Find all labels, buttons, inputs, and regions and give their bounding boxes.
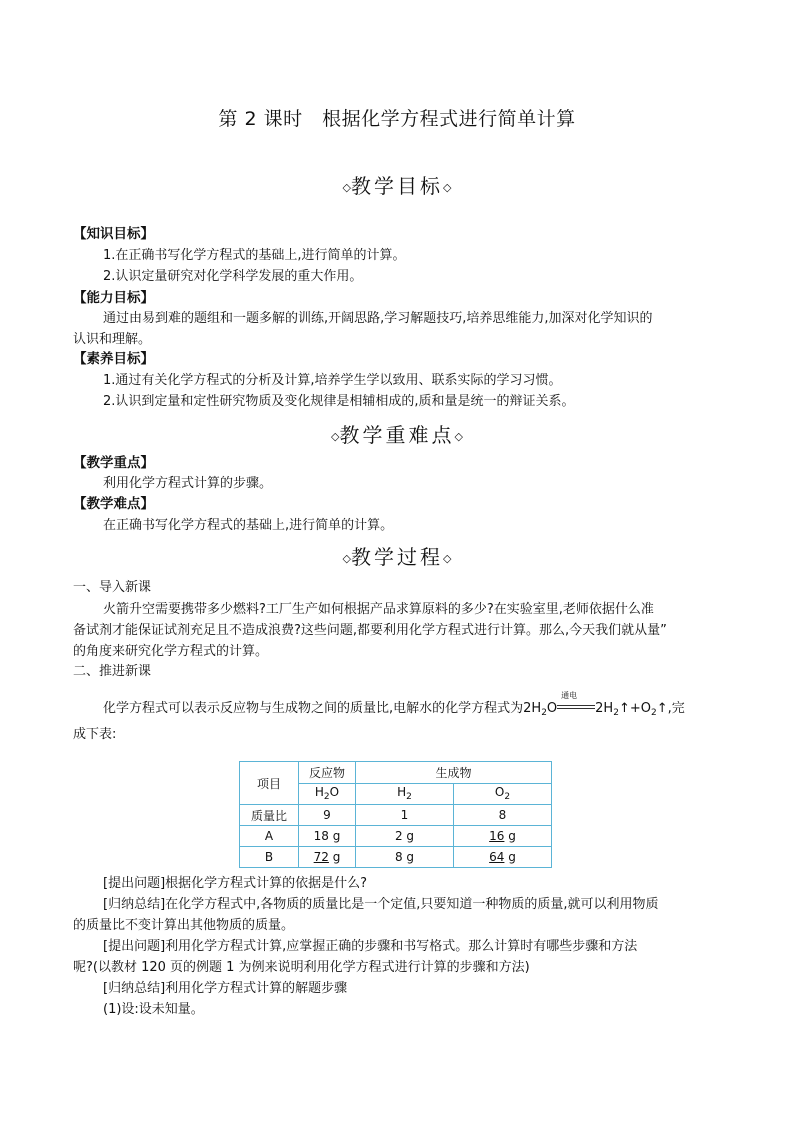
diamond-icon: ◇	[331, 430, 340, 443]
teaching-difficulty-label: 【教学难点】	[73, 496, 154, 512]
table-cell: 16 g	[454, 826, 552, 847]
diamond-icon: ◇	[443, 181, 452, 194]
ability-goal-text: 认识和理解。	[73, 332, 152, 347]
literacy-goal-label: 【素养目标】	[73, 351, 154, 367]
literacy-goal-item: 1.通过有关化学方程式的分析及计算,培养学生学以致用、联系实际的学习习惯。	[103, 373, 562, 388]
answer-value: 64	[489, 850, 505, 864]
table-row	[240, 762, 552, 784]
question-steps: [提出问题]利用化学方程式计算,应掌握正确的步骤和书写格式。那么计算时有哪些步骤和方法	[103, 939, 638, 954]
knowledge-goal-item: 2.认识定量研究对化学科学发展的重大作用。	[103, 269, 363, 284]
table-row	[240, 805, 552, 826]
table-cell: 8	[454, 805, 552, 826]
diamond-icon: ◇	[454, 430, 463, 443]
teaching-focus-text: 利用化学方程式计算的步骤。	[103, 476, 273, 491]
knowledge-goal-item: 1.在正确书写化学方程式的基础上,进行简单的计算。	[103, 248, 406, 263]
intro-paragraph: 的角度来研究化学方程式的计算。	[73, 644, 269, 659]
table-header-h2: $H_2$	[356, 783, 454, 805]
intro-paragraph: 备试剂才能保证试剂充足且不造成浪费?这些问题,都要利用化学方程式进行计算。那么,今天我们就从量”	[73, 623, 667, 638]
question-steps: 呢?(以教材 120 页的例题 1 为例来说明利用化学方程式进行计算的步骤和方法)	[73, 960, 530, 975]
table-cell: A	[240, 826, 299, 847]
equation-reactant: $2H_2O$	[523, 701, 558, 718]
table-cell: 72 g	[299, 847, 356, 868]
equation-paragraph-end: 成下表:	[73, 727, 117, 742]
summary-basis: [归纳总结]在化学方程式中,各物质的质量比是一个定值,只要知道一种物质的质量,就可以利用物质	[103, 897, 659, 912]
table-cell: 1	[356, 805, 454, 826]
knowledge-goal-label: 【知识目标】	[73, 226, 154, 242]
mass-ratio-table	[239, 761, 552, 868]
section-heading-text: 教学目标	[351, 174, 443, 198]
equation-paragraph	[103, 691, 685, 718]
intro-paragraph: 火箭升空需要携带多少燃料?工厂生产如何根据产品求算原料的多少?在实验室里,老师依据什么准	[103, 602, 654, 617]
table-row	[240, 847, 552, 868]
teaching-focus-label: 【教学重点】	[73, 455, 154, 471]
table-cell: 2 g	[356, 826, 454, 847]
summary-basis: 的质量比不变计算出其他物质的质量。	[73, 918, 295, 933]
diamond-icon: ◇	[443, 552, 452, 565]
ability-goal-text: 通过由易到难的题组和一题多解的训练,开阔思路,学习解题技巧,培养思维能力,加深对化学知识的	[103, 311, 653, 326]
section-heading-goals	[0, 170, 794, 199]
table-cell: 8 g	[356, 847, 454, 868]
teaching-difficulty-text: 在正确书写化学方程式的基础上,进行简单的计算。	[103, 518, 394, 533]
advance-heading: 二、推进新课	[73, 664, 152, 679]
table-header-h2o: $H_2O$	[299, 783, 356, 805]
equation-products: $2H_2↑+O_2↑$,完	[595, 701, 685, 718]
answer-value: 16	[489, 829, 505, 843]
table-header-o2: $O_2$	[454, 783, 552, 805]
summary-steps: [归纳总结]利用化学方程式计算的解题步骤	[103, 981, 348, 996]
section-heading-text: 教学过程	[351, 545, 443, 569]
table-cell: 18 g	[299, 826, 356, 847]
section-heading-text: 教学重难点	[339, 423, 455, 447]
section-heading-key-points	[0, 419, 794, 448]
question-basis: [提出问题]根据化学方程式计算的依据是什么?	[103, 876, 368, 891]
equation-condition: 通电	[561, 691, 578, 700]
table-row	[240, 826, 552, 847]
answer-value: 72	[313, 850, 329, 864]
table-cell: 9	[299, 805, 356, 826]
ability-goal-label: 【能力目标】	[73, 290, 154, 306]
table-header-product: 生成物	[356, 762, 552, 784]
step-item: (1)设:设未知量。	[103, 1002, 204, 1017]
table-cell: 质量比	[240, 805, 299, 826]
equation-intro-text: 化学方程式可以表示反应物与生成物之间的质量比,电解水的化学方程式为	[103, 701, 524, 716]
table-header-item: 项目	[240, 762, 299, 805]
table-cell: 64 g	[454, 847, 552, 868]
diamond-icon: ◇	[342, 552, 351, 565]
diamond-icon: ◇	[342, 181, 351, 194]
literacy-goal-item: 2.认识到定量和定性研究物质及变化规律是相辅相成的,质和量是统一的辩证关系。	[103, 394, 575, 409]
equation-arrow	[557, 691, 595, 712]
intro-heading: 一、导入新课	[73, 580, 152, 595]
section-heading-process	[0, 541, 794, 570]
table-cell: B	[240, 847, 299, 868]
page-title: 第 2 课时 根据化学方程式进行简单计算	[218, 108, 576, 130]
table-header-reactant: 反应物	[299, 762, 356, 784]
